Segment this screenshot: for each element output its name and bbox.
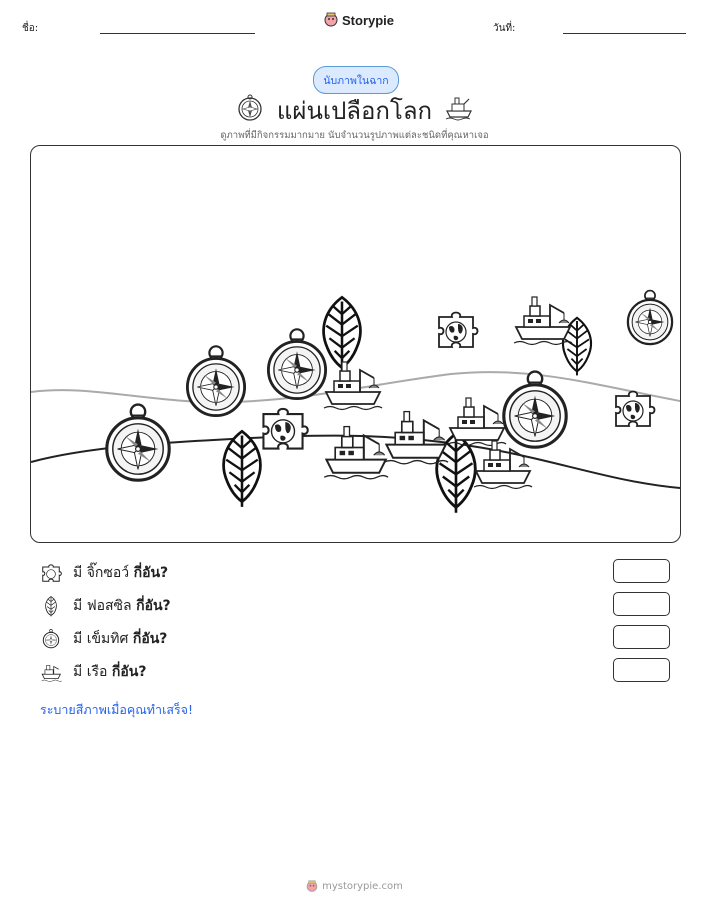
instructions-text: ดูภาพที่มีกิจกรรมมากมาย นับจำนวนรูปภาพแต่ละชนิดที่คุณหาเจอ [220,130,489,141]
activity-scene [30,145,681,543]
name-line[interactable] [100,33,255,34]
storypie-mascot-icon [306,880,318,893]
date-label: วันที่: [493,23,516,34]
question-text: มี เรือ กี่อัน? [73,664,147,680]
answer-box-ship[interactable] [613,658,670,682]
ship-icon [40,661,62,683]
question-text: มี เข็มทิศ กี่อัน? [73,631,168,647]
footer-site[interactable]: mystorypie.com [322,881,403,892]
footer [0,880,709,893]
question-ship [40,660,146,684]
brand-name: Storypie [342,12,395,28]
compass-icon [40,628,62,650]
scene-drawing [31,146,680,542]
answer-box-fossil[interactable] [613,592,670,616]
question-fossil [40,594,171,618]
coloring-note: ระบายสีภาพเมื่อคุณทำเสร็จ! [40,702,194,717]
jigsaw-icon [40,562,62,584]
ship-icon [444,93,474,121]
question-jigsaw [40,561,168,585]
question-text: มี จิ๊กซอว์ กี่อัน? [73,565,169,581]
storypie-mascot-icon [324,12,338,28]
activity-badge: นับภาพในฉาก [313,66,399,94]
page-title: แผ่นเปลือกโลก [276,97,433,125]
fossil-icon [40,595,62,617]
question-text: มี ฟอสซิล กี่อัน? [73,598,171,614]
question-compass [40,627,167,651]
answer-box-jigsaw[interactable] [613,559,670,583]
brand-logo [324,12,394,28]
date-line[interactable] [563,33,686,34]
answer-box-compass[interactable] [613,625,670,649]
name-label: ชื่อ: [22,23,39,34]
